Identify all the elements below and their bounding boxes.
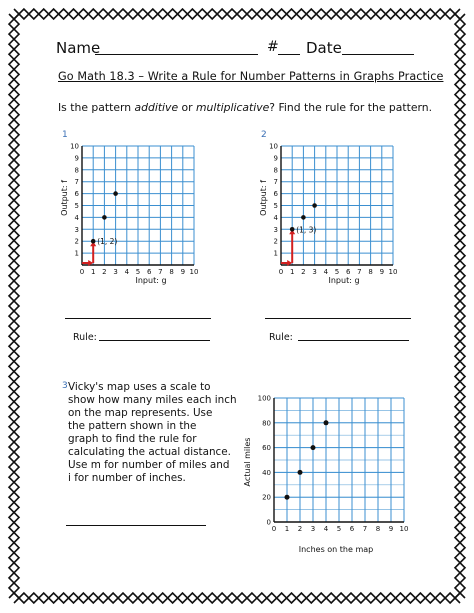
instruction-part: ? Find the rule for the pattern. <box>269 101 433 114</box>
border-zigzag <box>9 14 19 598</box>
border-zigzag <box>455 14 465 598</box>
data-point <box>312 203 317 208</box>
x-tick-label: 0 <box>278 268 284 276</box>
data-point <box>301 215 306 220</box>
y-tick-label: 4 <box>74 213 79 222</box>
y-tick-label: 6 <box>74 190 79 199</box>
problem-3-text-line: on the map represents. Use <box>68 407 213 419</box>
problem-2-number: 2 <box>261 130 267 140</box>
y-axis-label: Actual miles <box>243 437 252 487</box>
border-zigzag <box>9 14 19 598</box>
instruction-emphasis-multiplicative: multiplicative <box>196 101 270 114</box>
x-tick-label: 10 <box>388 268 398 276</box>
x-tick-label: 4 <box>323 268 329 276</box>
x-tick-label: 3 <box>113 268 118 276</box>
problem-3-text-line: i for number of inches. <box>68 472 186 484</box>
x-tick-label: 7 <box>362 525 368 533</box>
y-tick-label: 3 <box>273 225 278 234</box>
problem-1-answer-line <box>65 318 211 319</box>
y-tick-label: 2 <box>74 237 79 246</box>
problem-2-rule-line <box>298 340 409 341</box>
x-tick-label: 2 <box>102 268 107 276</box>
x-tick-label: 9 <box>379 268 385 276</box>
y-tick-label: 1 <box>74 249 79 258</box>
x-tick-label: 6 <box>345 268 351 276</box>
problem-1-rule-label: Rule: <box>73 332 97 343</box>
x-tick-label: 9 <box>388 525 394 533</box>
x-tick-label: 6 <box>146 268 152 276</box>
x-tick-label: 9 <box>180 268 186 276</box>
x-tick-label: 7 <box>357 268 362 276</box>
y-tick-label: 10 <box>269 142 278 151</box>
x-tick-label: 1 <box>289 268 295 276</box>
problem-3-text-line: show how many miles each inch <box>68 394 237 406</box>
x-tick-label: 2 <box>301 268 306 276</box>
number-blank <box>278 54 300 55</box>
data-point <box>290 227 295 232</box>
x-axis-label: Input: g <box>328 276 360 285</box>
y-tick-label: 5 <box>273 202 278 210</box>
instruction-part: or <box>178 101 197 114</box>
y-tick-label: 8 <box>74 166 79 175</box>
data-point <box>91 239 96 244</box>
x-tick-label: 5 <box>334 268 340 276</box>
x-tick-label: 6 <box>349 525 355 533</box>
instructions <box>58 101 432 114</box>
problem-1-graph <box>55 132 215 292</box>
y-tick-label: 0 <box>266 518 271 527</box>
problem-3-text-line: Use m for number of miles and <box>68 459 230 471</box>
x-tick-label: 1 <box>90 268 96 276</box>
x-axis-label: Input: g <box>135 276 167 285</box>
x-tick-label: 0 <box>79 268 85 276</box>
point-annotation: (1, 2) <box>97 237 118 247</box>
problem-2-answer-line <box>265 318 411 319</box>
border-zigzag <box>455 14 465 598</box>
y-tick-label: 2 <box>273 237 278 246</box>
y-tick-label: 9 <box>273 154 278 163</box>
date-blank <box>342 54 414 55</box>
y-tick-label: 8 <box>273 166 278 175</box>
instruction-emphasis-additive: additive <box>134 101 179 114</box>
data-point <box>285 495 290 500</box>
y-tick-label: 20 <box>262 493 271 502</box>
x-tick-label: 10 <box>399 525 409 533</box>
y-tick-label: 9 <box>74 154 79 163</box>
problem-3-graph <box>236 382 416 560</box>
problem-3-text <box>68 381 237 485</box>
x-tick-label: 5 <box>336 525 342 533</box>
date-label: Date <box>306 39 342 57</box>
y-tick-label: 6 <box>273 190 278 199</box>
point-annotation: (1, 3) <box>296 225 317 235</box>
y-tick-label: 80 <box>262 419 271 428</box>
y-tick-label: 3 <box>74 225 79 234</box>
name-label: Name <box>56 39 101 57</box>
problem-3-number: 3 <box>62 381 68 391</box>
x-axis-label: Inches on the map <box>298 545 374 554</box>
problem-3-text-line: the pattern shown in the <box>68 420 197 432</box>
problem-3-answer-line <box>66 525 206 526</box>
x-tick-label: 3 <box>310 525 316 533</box>
worksheet-title: Go Math 18.3 – Write a Rule for Number Patterns in Graphs Practice <box>58 70 444 83</box>
data-point <box>113 191 118 196</box>
data-point <box>311 445 316 450</box>
y-axis-label: Output: f <box>60 180 69 216</box>
y-tick-label: 1 <box>273 249 278 258</box>
x-tick-label: 4 <box>124 268 130 276</box>
y-tick-label: 10 <box>70 142 79 151</box>
y-tick-label: 4 <box>273 213 278 222</box>
x-tick-label: 1 <box>284 525 290 533</box>
instruction-part: Is the pattern <box>58 101 135 114</box>
name-blank <box>95 54 258 55</box>
x-tick-label: 7 <box>158 268 163 276</box>
y-tick-label: 100 <box>257 394 271 403</box>
y-tick-label: 7 <box>273 178 278 187</box>
problem-1-rule-line <box>99 340 210 341</box>
y-tick-label: 40 <box>262 468 271 477</box>
x-tick-label: 8 <box>375 525 381 533</box>
x-tick-label: 0 <box>271 525 277 533</box>
x-tick-label: 10 <box>189 268 199 276</box>
y-tick-label: 7 <box>74 178 79 187</box>
x-tick-label: 4 <box>323 525 329 533</box>
y-tick-label: 5 <box>74 202 79 210</box>
x-tick-label: 8 <box>169 268 174 276</box>
problem-2-graph <box>254 132 414 292</box>
number-label: # <box>267 39 279 55</box>
data-point <box>102 215 107 220</box>
problem-3-text-line: Vicky's map uses a scale to <box>68 381 211 393</box>
problem-1-number: 1 <box>62 130 68 140</box>
x-tick-label: 3 <box>312 268 317 276</box>
data-point <box>298 470 303 475</box>
y-axis-label: Output: f <box>259 180 268 216</box>
x-tick-label: 2 <box>297 525 303 533</box>
x-tick-label: 5 <box>135 268 141 276</box>
problem-3-text-line: calculating the actual distance. <box>68 446 231 458</box>
problem-3-text-line: graph to find the rule for <box>68 433 197 445</box>
y-tick-label: 60 <box>262 444 271 453</box>
data-point <box>324 420 329 425</box>
problem-2-rule-label: Rule: <box>269 332 293 343</box>
x-tick-label: 8 <box>368 268 373 276</box>
